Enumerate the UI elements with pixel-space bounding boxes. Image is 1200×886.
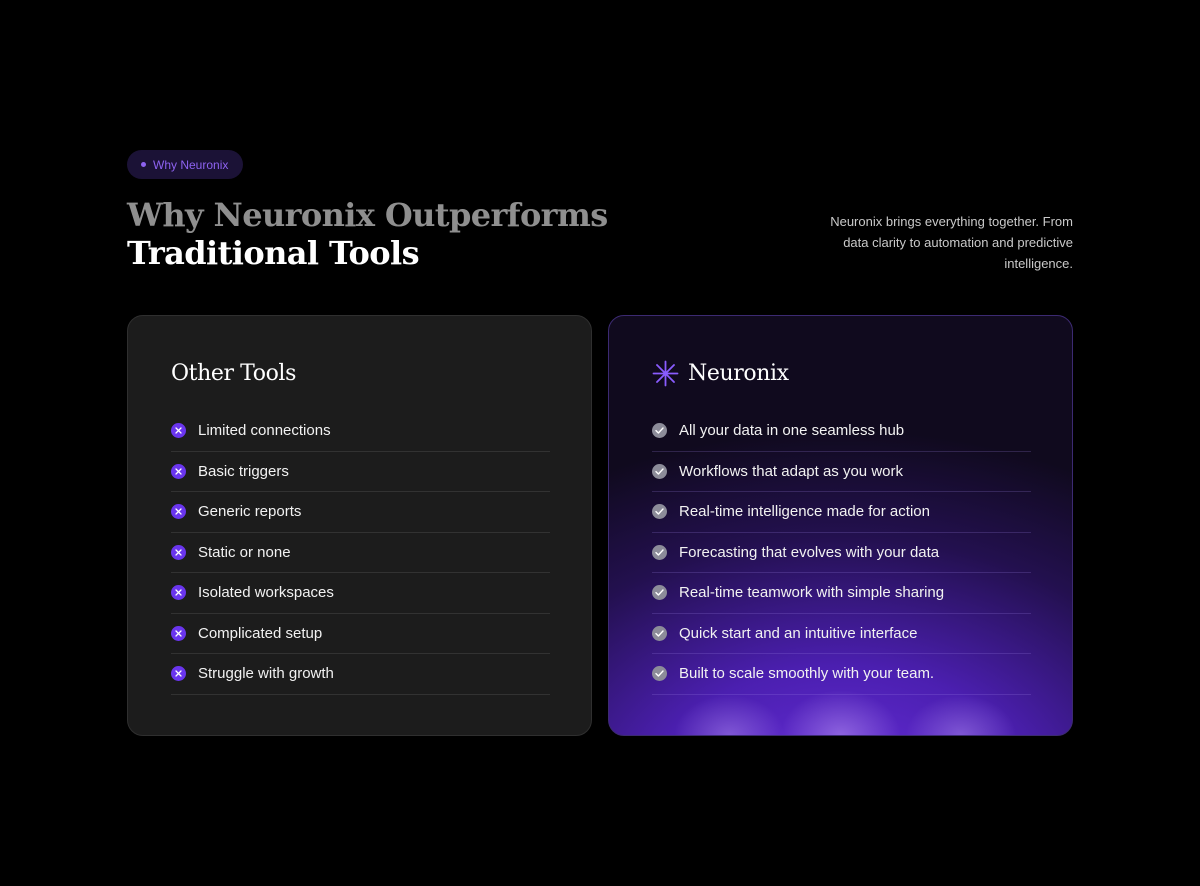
check-icon — [652, 504, 667, 519]
neuronix-title — [652, 358, 1029, 388]
list-item-label: Generic reports — [198, 503, 302, 521]
neuronix-card — [608, 315, 1073, 736]
list-item — [171, 452, 550, 493]
list-item-label: All your data in one seamless hub — [679, 422, 905, 440]
dot-icon — [141, 162, 146, 167]
other-tools-title: Other Tools — [171, 360, 296, 386]
sparkle-icon — [652, 360, 679, 387]
list-item-label: Real-time intelligence made for action — [679, 503, 930, 521]
list-item — [652, 614, 1031, 655]
list-item — [171, 573, 550, 614]
check-icon — [652, 626, 667, 641]
x-icon — [171, 464, 186, 479]
list-item — [171, 411, 550, 452]
list-item-label: Built to scale smoothly with your team. — [679, 665, 935, 683]
list-item — [652, 411, 1031, 452]
neuronix-title-label: Neuronix — [688, 360, 789, 386]
list-item-label: Struggle with growth — [198, 665, 334, 683]
list-item — [652, 452, 1031, 493]
list-item — [652, 654, 1031, 695]
check-icon — [652, 666, 667, 681]
list-item — [171, 492, 550, 533]
check-icon — [652, 545, 667, 560]
list-item — [652, 533, 1031, 574]
heading-line-1: Why Neuronix Outperforms — [127, 196, 608, 234]
list-item-label: Complicated setup — [198, 624, 323, 642]
x-icon — [171, 585, 186, 600]
x-icon — [171, 666, 186, 681]
section-heading — [127, 196, 608, 272]
neuronix-list — [652, 411, 1031, 695]
intro-text: Neuronix brings everything together. From data clarity to automation and predictive intelligence. — [830, 214, 1073, 271]
check-icon — [652, 585, 667, 600]
x-icon — [171, 504, 186, 519]
list-item — [171, 614, 550, 655]
list-item-label: Forecasting that evolves with your data — [679, 543, 940, 561]
list-item-label: Workflows that adapt as you work — [679, 462, 903, 480]
list-item-label: Limited connections — [198, 422, 331, 440]
list-item — [171, 654, 550, 695]
list-item — [652, 492, 1031, 533]
badge-label: Why Neuronix — [153, 157, 229, 172]
list-item — [171, 533, 550, 574]
x-icon — [171, 423, 186, 438]
x-icon — [171, 626, 186, 641]
other-tools-card — [127, 315, 592, 736]
other-tools-list — [171, 411, 550, 695]
check-icon — [652, 464, 667, 479]
x-icon — [171, 545, 186, 560]
heading-line-2: Traditional Tools — [127, 234, 419, 272]
section-badge — [127, 150, 243, 179]
list-item — [652, 573, 1031, 614]
list-item-label: Basic triggers — [198, 462, 289, 480]
list-item-label: Static or none — [198, 543, 291, 561]
list-item-label: Real-time teamwork with simple sharing — [679, 584, 945, 602]
list-item-label: Quick start and an intuitive interface — [679, 624, 918, 642]
check-icon — [652, 423, 667, 438]
list-item-label: Isolated workspaces — [198, 584, 334, 602]
